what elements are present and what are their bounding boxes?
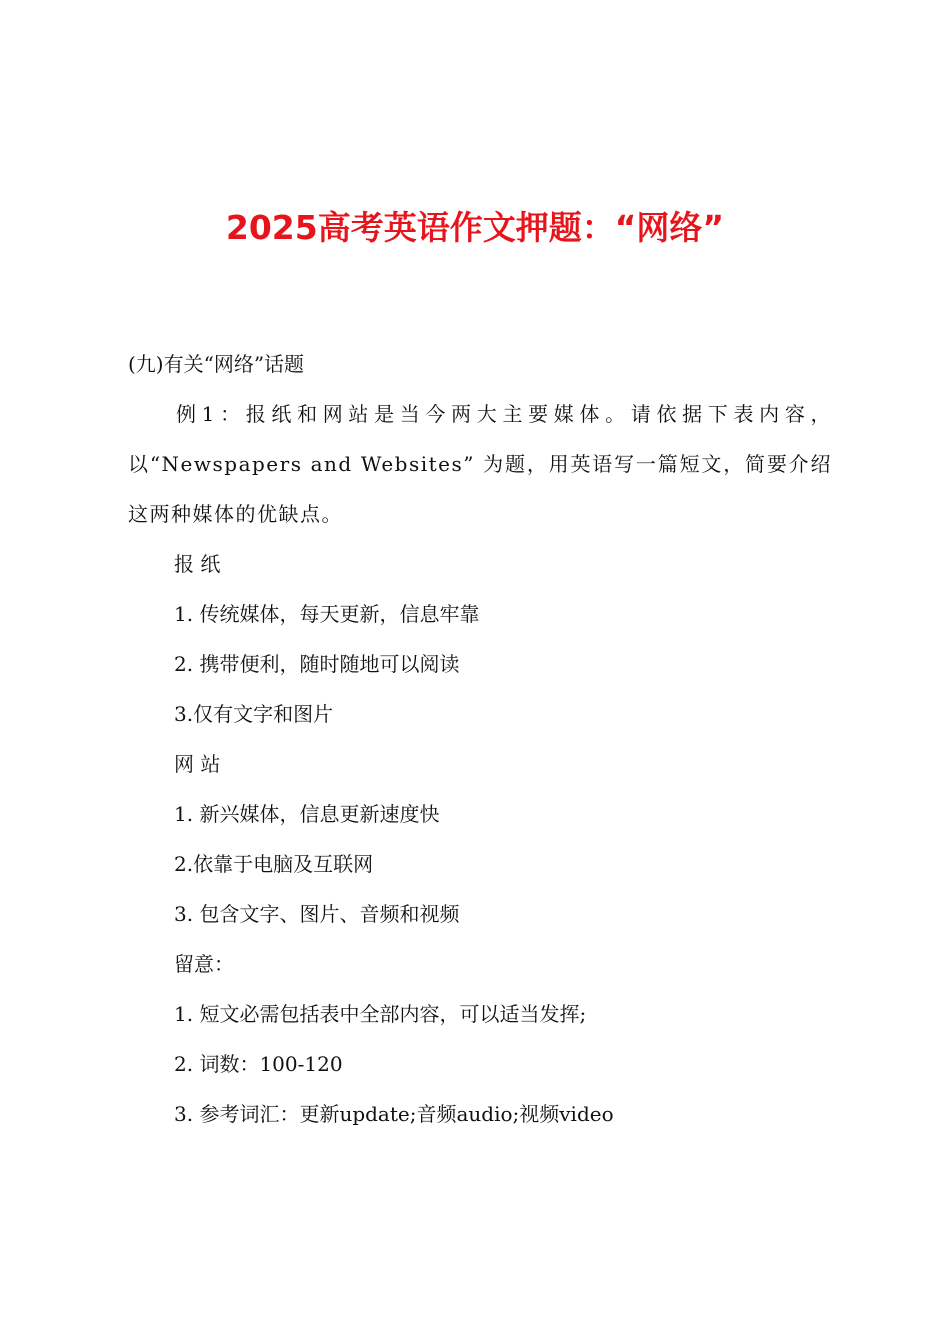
newspaper-item: 3.仅有文字和图片 [174, 702, 334, 726]
website-heading: 网 站 [174, 752, 221, 776]
section-heading: (九)有关“网络”话题 [128, 352, 305, 376]
website-item: 3. 包含文字、图片、音频和视频 [174, 902, 460, 926]
notes-item: 3. 参考词汇：更新update;音频audio;视频video [174, 1102, 614, 1126]
newspaper-item: 2. 携带便利，随时随地可以阅读 [174, 652, 460, 676]
website-item: 2.依靠于电脑及互联网 [174, 852, 374, 876]
notes-heading: 留意： [174, 952, 234, 976]
newspaper-item: 1. 传统媒体，每天更新，信息牢靠 [174, 602, 480, 626]
newspaper-heading: 报 纸 [174, 552, 221, 576]
notes-item: 2. 词数：100-120 [174, 1052, 343, 1076]
notes-item: 1. 短文必需包括表中全部内容，可以适当发挥; [174, 1002, 587, 1026]
example-prompt: 例1：报纸和网站是当今两大主要媒体。请依据下表内容，以“Newspapers and Websites” 为题，用英语写一篇短文，简要介绍这两种媒体的优缺点。 [128, 402, 832, 526]
document-title: 2025高考英语作文押题：“网络” [225, 208, 725, 247]
website-item: 1. 新兴媒体，信息更新速度快 [174, 802, 440, 826]
